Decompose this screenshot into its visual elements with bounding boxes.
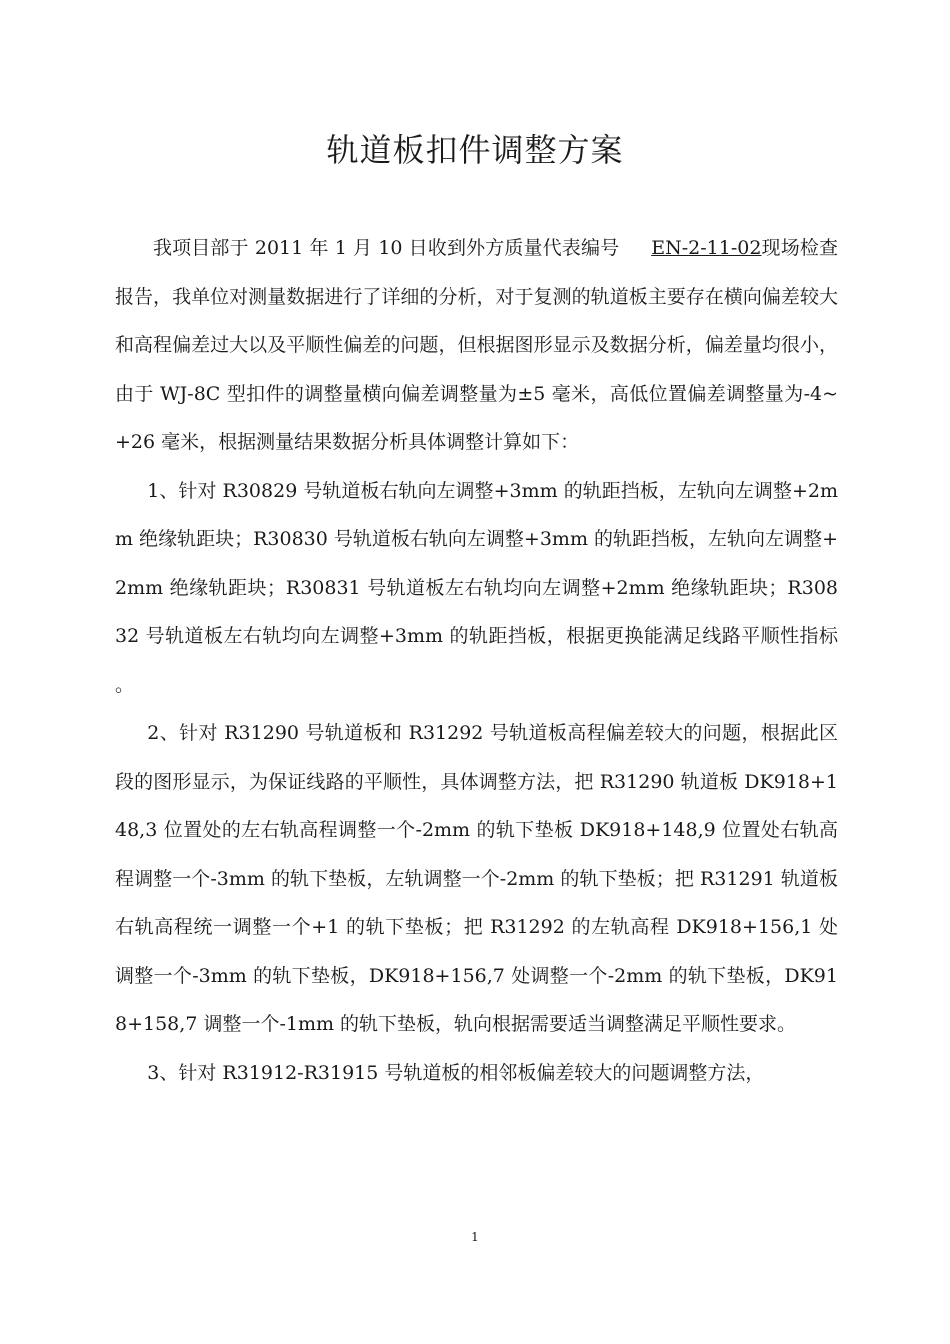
intro-text-before-ref: 我项目部于 2011 年 1 月 10 日收到外方质量代表编号 [153, 237, 620, 259]
intro-text-after-ref: 现场检查报告，我单位对测量数据进行了详细的分析，对于复测的轨道板主要存在横向偏差较大和高程偏差过大以及平顺性偏差的问题，但根据图形显示及数据分析，偏差量均很小，由于 WJ-8C 型扣件的调整量横向偏差调整量为±5 毫米，高低位置偏差调整量为-4~+26 毫米，根据测量结果数据分析具体调整计算如下： [115, 237, 838, 453]
report-reference-code: EN-2-11-02 [651, 237, 762, 259]
list-item-3: 3、针对 R31912-R31915 号轨道板的相邻板偏差较大的问题调整方法， [147, 1061, 765, 1084]
page-number: 1 [471, 1230, 479, 1244]
list-item-2: 2、针对 R31290 号轨道板和 R31292 号轨道板高程偏差较大的问题，根据此区段的图形显示，为保证线路的平顺性，具体调整方法，把 R31290 轨道板 DK918+148,3 位置处的左右轨高程调整一个-2mm 的轨下垫板 DK918+148,9 位置处右轨高程调整一个-3mm 的轨下垫板，左轨调整一个-2mm 的轨下垫板；把 R31291 轨道板右轨高程统一调整一个+1 的轨下垫板；把 R31292 的左轨高程 DK918+156,1 处调整一个-3mm 的轨下垫板，DK918+156,7 处调整一个-2mm 的轨下垫板，DK918+158,7 调整一个-1mm 的轨下垫板，轨向根据需要适当调整满足平顺性要求。 [115, 722, 838, 1035]
document-body [115, 224, 838, 1097]
list-item-1: 1、针对 R30829 号轨道板右轨向左调整+3mm 的轨距挡板，左轨向左调整+2mm 绝缘轨距块；R30830 号轨道板右轨向左调整+3mm 的轨距挡板，左轨向左调整+2mm 绝缘轨距块；R30831 号轨道板左右轨均向左调整+2mm 绝缘轨距块；R30832 号轨道板左右轨均向左调整+3mm 的轨距挡板，根据更换能满足线路平顺性指标 。 [115, 479, 838, 696]
intro-paragraph [115, 224, 838, 467]
document-title: 轨道板扣件调整方案 [326, 131, 624, 169]
